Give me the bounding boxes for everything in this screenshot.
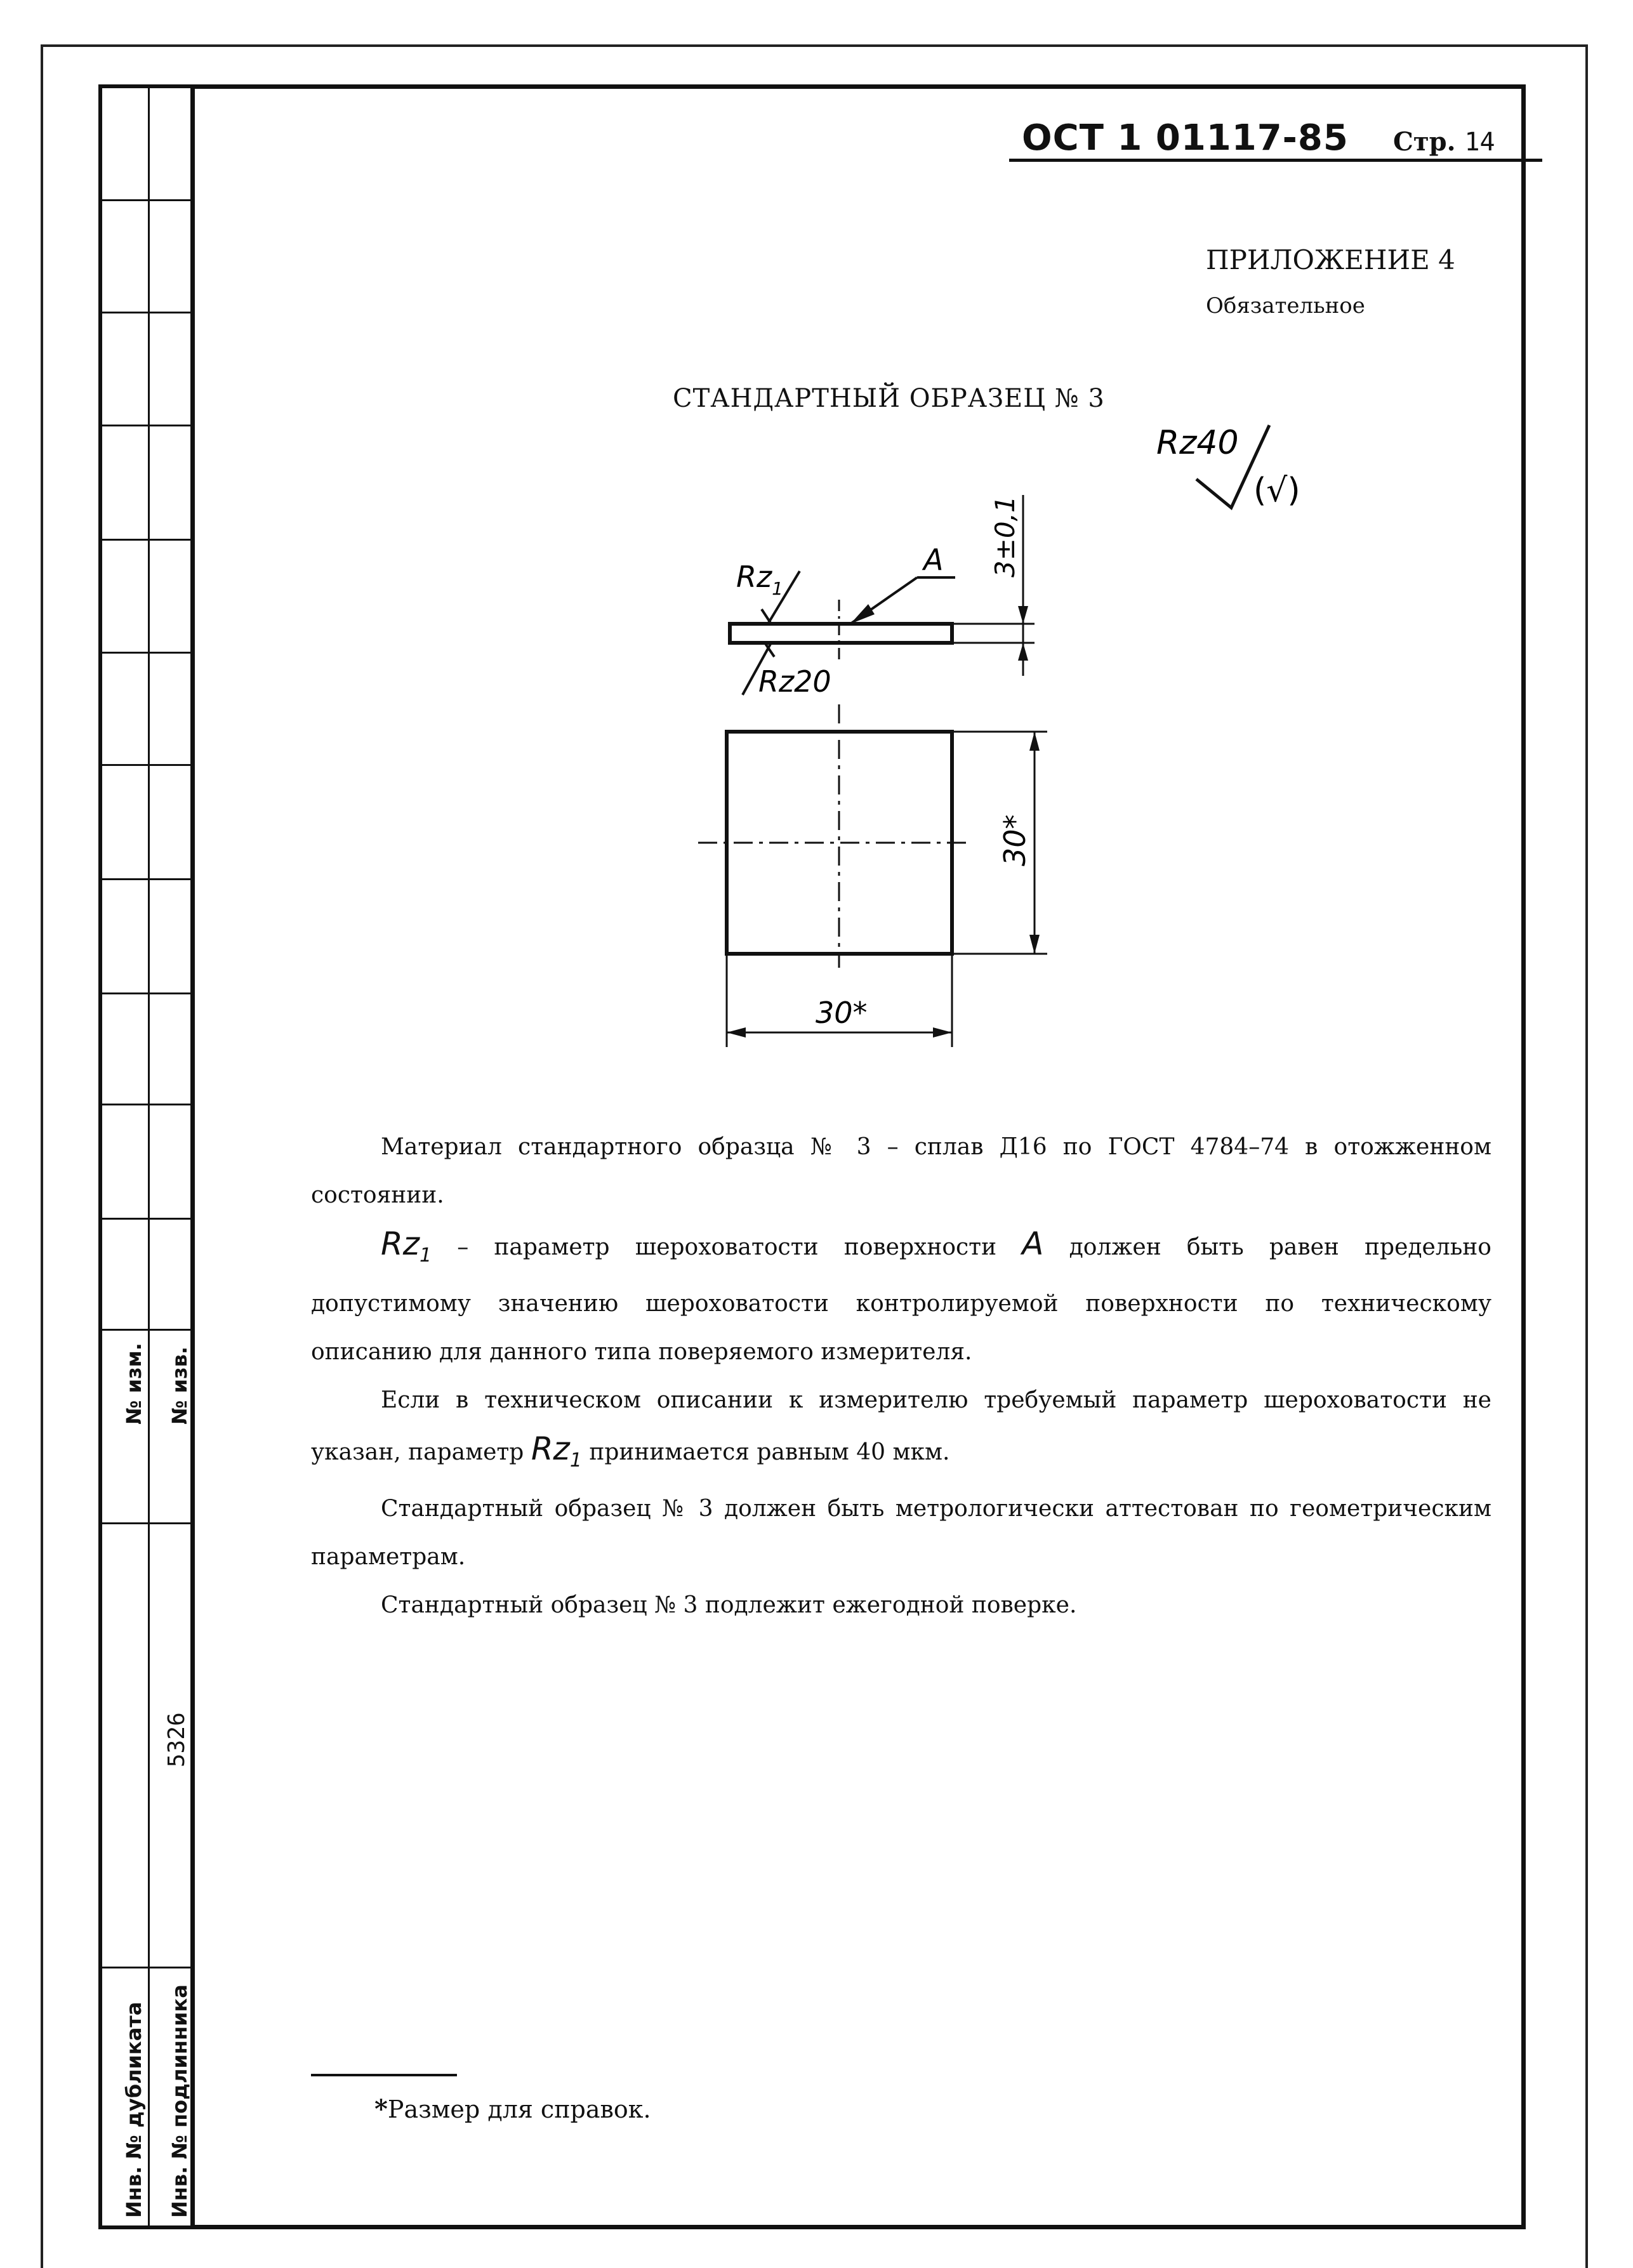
change-number-label: № изм. [122, 1343, 146, 1425]
paragraph-certification: Стандартный образец № 3 должен быть метрологически аттестован по геометрическим параметрам. [311, 1496, 1491, 1570]
page-number-value: 14 [1464, 128, 1495, 157]
notice-number-label: № изв. [168, 1346, 192, 1425]
appendix-subtitle: Обязательное [1206, 293, 1365, 319]
footnote-text: Размер для справок. [387, 2095, 651, 2123]
inv-duplicate-label: Инв. № дубликата [122, 2001, 146, 2218]
thickness-arrow-top [1018, 606, 1028, 624]
height-dim-label: 30* [998, 814, 1032, 866]
rz1-leader-tick [762, 609, 771, 624]
width-dim-label: 30* [816, 996, 868, 1030]
page-label: Стр. [1393, 127, 1456, 157]
footnote [374, 2094, 651, 2124]
roughness-main-label: Rz40 [1156, 424, 1239, 462]
a-arrowhead [850, 604, 875, 624]
height-arrow-bottom [1029, 935, 1040, 954]
body-text [311, 1123, 1491, 1630]
sample-title: СТАНДАРТНЫЙ ОБРАЗЕЦ № 3 [673, 384, 1105, 413]
inventory-number: 5326 [164, 1712, 190, 1767]
width-arrow-left [727, 1027, 746, 1038]
surface-a-letter: A [1022, 1225, 1044, 1262]
a-label: A [923, 543, 944, 577]
inv-original-label: Инв. № подлинника [168, 1984, 192, 2218]
footnote-rule [311, 2074, 457, 2076]
appendix-title: ПРИЛОЖЕНИЕ 4 [1206, 244, 1455, 275]
thickness-dim-label: 3±0,1 [989, 496, 1021, 577]
document-code: ОСТ 1 01117-85 [1022, 117, 1349, 159]
rz1-symbol: $Rz_1$ [531, 1430, 582, 1472]
paragraph-rz1: $Rz_1$ – параметр шероховатости поверхности A должен быть равен предельно допустимому значению шероховатости контролируемой поверхности по техническому описанию для данного типа поверяемого измерителя. [311, 1225, 1491, 1365]
rz1-symbol: $Rz_1$ [381, 1225, 432, 1267]
thickness-arrow-bottom [1018, 643, 1028, 661]
plate-side-outline [730, 624, 952, 643]
paragraph-material: Материал стандартного образца № 3 – сплав Д16 по ГОСТ 4784–74 в отожженном состоянии. [311, 1134, 1491, 1208]
rz1-label: $Rz_1$ [736, 560, 783, 599]
roughness-paren-label: (√) [1253, 471, 1300, 510]
footnote-star: * [374, 2094, 388, 2124]
paragraph-unspecified: Если в техническом описании к измерителю требуемый параметр шероховатости не указан, параметр $Rz_1$ принимается равным 40 мкм. [311, 1387, 1491, 1472]
roughness-symbol [1156, 424, 1300, 510]
rz20-label: Rz20 [758, 664, 831, 699]
front-view [698, 704, 1047, 1047]
width-arrow-right [933, 1027, 952, 1038]
height-arrow-top [1029, 732, 1040, 751]
side-view [730, 495, 1035, 699]
paragraph-verification: Стандартный образец № 3 подлежит ежегодной поверке. [381, 1592, 1077, 1618]
